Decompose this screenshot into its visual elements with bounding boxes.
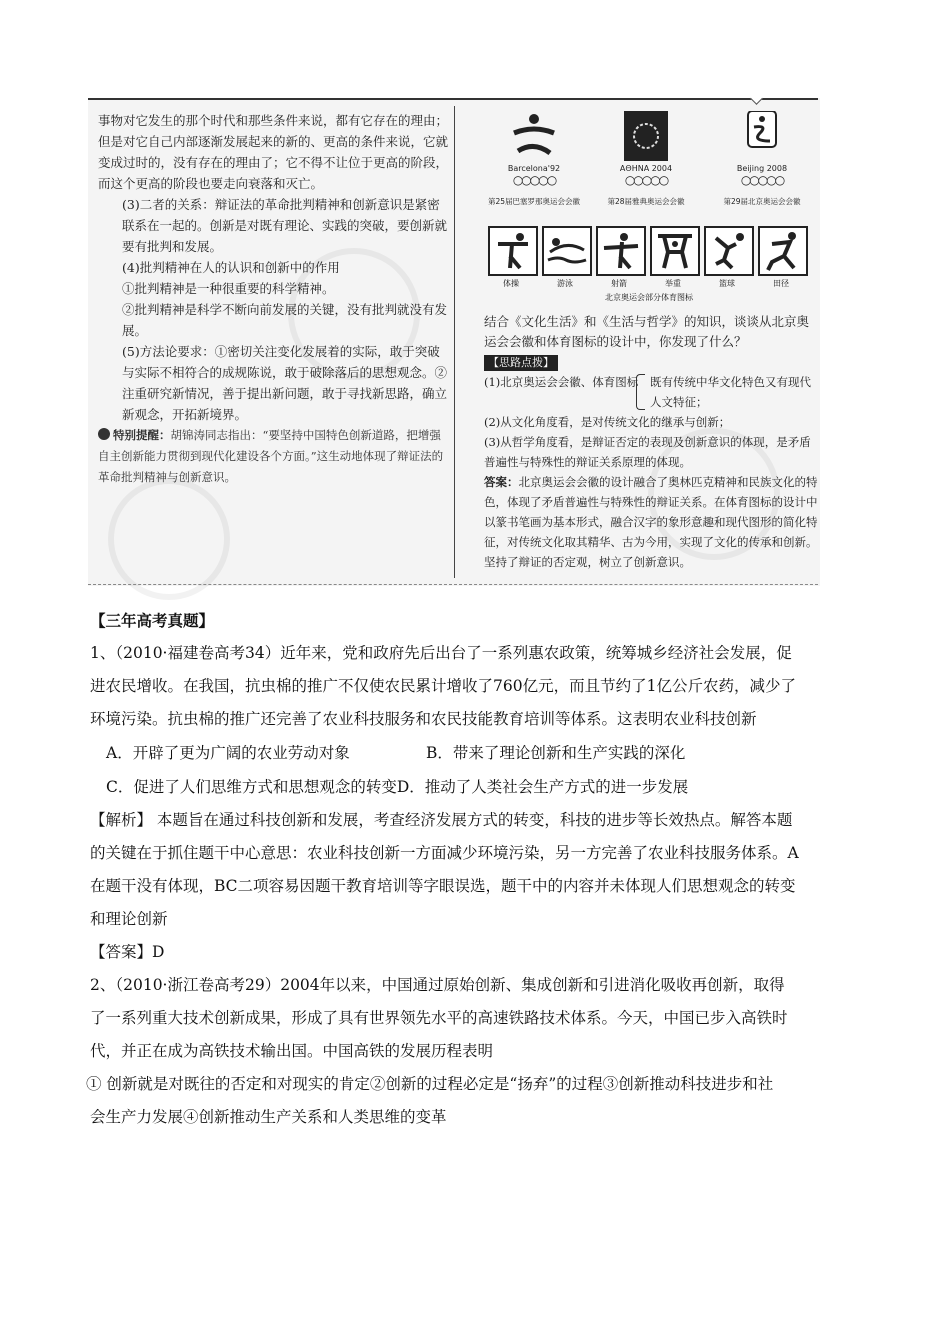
emblem-city: ΑΘΗΝΑ 2004 (619, 164, 673, 173)
emblem-caption: 第29届北京奥运会会徽 (723, 197, 801, 206)
left-paragraph: ①批判精神是一种很重要的科学精神。 (122, 281, 335, 296)
analysis-line: 在题干没有体现，BC二项容易因题干教育培训等字眼误选，题干中的内容并未体现人们思想观念的转变 (90, 877, 796, 895)
scan-answer-label: 答案： (484, 475, 519, 489)
emblem-caption-box (600, 194, 692, 207)
question-2-line: 会生产力发展④创新推动生产关系和人类思维的变革 (90, 1108, 447, 1126)
pictogram-label: 体操 (503, 279, 519, 288)
olympic-rings-icon: ○○○○○ (624, 173, 668, 187)
question-2-line: 了一系列重大技术创新成果，形成了具有世界领先水平的高速铁路技术体系。今天，中国已步入高铁时 (90, 1009, 788, 1027)
pictogram-caption: 北京奥运会部分体育图标 (605, 293, 693, 302)
pictogram-labels (484, 278, 814, 292)
analysis-line: 和理论创新 (90, 910, 168, 928)
right-column-figures (484, 108, 814, 302)
pictogram-label: 田径 (773, 279, 789, 288)
emblem-beijing (716, 108, 808, 187)
point-1-text: (1)北京奥运会会徽、体育图标 (484, 375, 639, 389)
pictogram-label: 射箭 (611, 279, 627, 288)
column-divider (454, 106, 455, 578)
left-column (98, 110, 450, 488)
emblem-city: Beijing 2008 (736, 164, 788, 173)
scanned-textbook-excerpt (88, 98, 820, 586)
point-1-brace-text: 既有传统中华文化特色又有现代人文特征； (650, 375, 811, 409)
scan-answer-text: 北京奥运会会徽的设计融合了奥林匹克精神和民族文化的特色，体现了矛盾普遍性与特殊性的辩证关系。在体育图标的设计中以篆书笔画为基本形式，融合汉字的象形意趣和现代图形的简化特征，对传统文化取其精华、古为今用，实现了文化的传承和创新。坚持了辩证的否定观，树立了创新意识。 (484, 475, 818, 569)
point-2-text: (2)从文化角度看，是对传统文化的继承与创新； (484, 415, 731, 429)
pictogram-label: 篮球 (719, 279, 735, 288)
option-d: D．推动了人类社会生产方式的进一步发展 (396, 778, 689, 796)
pictogram-label: 举重 (665, 279, 681, 288)
gymnastics-pictogram-icon (488, 226, 538, 276)
top-rule (88, 98, 818, 100)
athens-emblem-icon (600, 108, 692, 164)
question-2-line: 代，并正在成为高铁技术输出国。中国高铁的发展历程表明 (90, 1042, 494, 1060)
left-paragraph: 事物对它发生的那个时代和那些条件来说，都有它存在的理由；但是对它自己内部逐渐发展起来的新的、更高的条件来说，它就变成过时的，没有存在的理由了；它不得不让位于更高的阶段，而这个更高的阶段也要走向衰落和灭亡。 (98, 113, 449, 191)
emblem-caption-box (488, 194, 580, 207)
brace-icon (636, 374, 645, 410)
barcelona-emblem-icon (488, 108, 580, 164)
emblem-city: Barcelona'92 (507, 164, 561, 173)
question-2-line: ① 创新就是对既往的否定和对现实的肯定②创新的过程必定是“扬弃”的过程③创新推动科技进步和社 (86, 1075, 774, 1093)
emblem-athens (600, 108, 692, 187)
option-c: C．促进了人们思维方式和思想观念的转变 (106, 778, 397, 796)
swimming-pictogram-icon (542, 226, 592, 276)
question-text: 结合《文化生活》和《生活与哲学》的知识，谈谈从北京奥运会会徽和体育图标的设计中，你发现了什么？ (484, 314, 810, 349)
olympic-rings-icon: ○○○○○ (740, 173, 784, 187)
emblem-caption: 第25届巴塞罗那奥运会会徽 (488, 197, 581, 206)
pictogram-label: 游泳 (557, 279, 573, 288)
hint-text: 胡锦涛同志指出：“要坚持中国特色创新道路，把增强自主创新能力贯彻到现代化建设各个方面。”这生动地体现了辩证法的革命批判精神与创新意识。 (98, 428, 444, 484)
options-row (90, 736, 862, 770)
basketball-pictogram-icon (704, 226, 754, 276)
top-rule-marker (750, 92, 763, 105)
question-1-line: 环境污染。抗虫棉的推广还完善了农业科技服务和农民技能教育培训等体系。这表明农业科技创新 (90, 710, 757, 728)
analysis-line: 【解析】 本题旨在通过科技创新和发展，考查经济发展方式的转变，科技的进步等长效热点。解答本题 (90, 811, 793, 829)
section-title: 【三年高考真题】 (90, 611, 215, 630)
sport-pictograms (484, 226, 814, 276)
watermark-seal (108, 478, 230, 600)
left-paragraph: (3)二者的关系：辩证法的革命批判精神和创新意识是紧密联系在一起的。创新是对既有理论、实践的突破，要创新就要有批判和发展。 (122, 197, 448, 254)
right-column-text (484, 312, 818, 572)
main-content (86, 604, 862, 1134)
special-hint (98, 425, 450, 488)
emblem-caption: 第28届雅典奥运会会徽 (607, 197, 685, 206)
beijing-emblem-icon (716, 108, 808, 164)
option-a: A．开辟了更为广阔的农业劳动对象 (106, 744, 350, 762)
option-b: B．带来了理论创新和生产实践的深化 (426, 744, 686, 762)
answer-line: 【答案】D (90, 943, 165, 961)
olympic-rings-icon: ○○○○○ (512, 173, 556, 187)
question-2-line: 2、（2010·浙江卷高考29）2004年以来，中国通过原始创新、集成创新和引进消化吸收再创新，取得 (90, 976, 785, 994)
hint-bullet-icon (98, 428, 110, 440)
athletics-pictogram-icon (758, 226, 808, 276)
archery-pictogram-icon (596, 226, 646, 276)
olympic-emblems (484, 108, 814, 216)
bottom-dotted-rule (88, 584, 818, 585)
scan-answer (484, 472, 818, 572)
left-paragraph: ②批判精神是科学不断向前发展的关键，没有批判就没有发展。 (122, 302, 448, 338)
point-3-text: (3)从哲学角度看，是辩证否定的表现及创新意识的体现，是矛盾普遍性与特殊性的辩证关系原理的体现。 (484, 435, 811, 469)
point-1 (484, 372, 818, 412)
emblem-caption-box (716, 194, 808, 207)
thinking-label: 【思路点拨】 (484, 355, 558, 371)
question-1-line: 进农民增收。在我国，抗虫棉的推广不仅使农民累计增收了760亿元，而且节约了1亿公斤农药，减少了 (90, 677, 796, 695)
question-1-line: 1、（2010·福建卷高考34）近年来，党和政府先后出台了一系列惠农政策，统筹城乡经济社会发展，促 (90, 644, 792, 662)
options-row (90, 770, 862, 804)
left-paragraph: (5)方法论要求：①密切关注变化发展着的实际，敢于突破与实际不相符合的成规陈说，敢于破除落后的思想观念。②注重研究新情况，善于提出新问题，敢于寻找新思路，确立新观念，开拓新境界。 (122, 344, 448, 422)
analysis-line: 的关键在于抓住题干中心意思：农业科技创新一方面减少环境污染，另一方完善了农业科技服务体系。A (90, 844, 799, 862)
hint-label: 特别提醒： (113, 428, 171, 442)
weightlifting-pictogram-icon (650, 226, 700, 276)
emblem-barcelona (488, 108, 580, 187)
left-paragraph: (4)批判精神在人的认识和创新中的作用 (122, 260, 340, 275)
